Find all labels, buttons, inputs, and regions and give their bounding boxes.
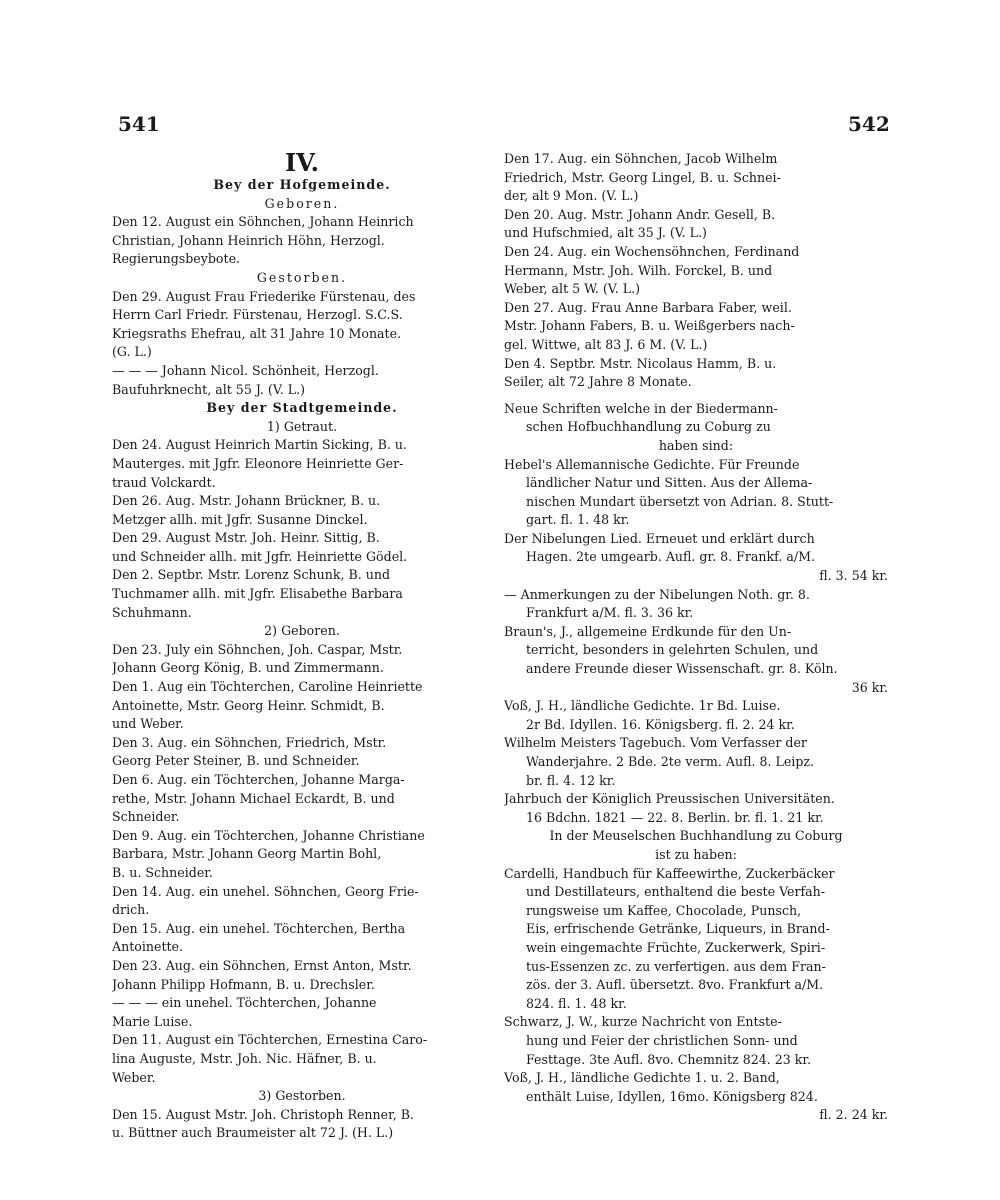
right-page-text-line: Friedrich, Mstr. Georg Lingel, B. u. Schnei- (504, 169, 781, 185)
right-page-text-line: Voß, J. H., ländliche Gedichte. 1r Bd. Luise. (504, 698, 781, 714)
left-page-text-line: Kriegsraths Ehefrau, alt 31 Jahre 10 Monate. (112, 325, 402, 341)
left-page-text-line: Den 23. July ein Söhnchen, Joh. Caspar, Mstr. (112, 641, 403, 657)
left-page-text-line: und Weber. (112, 716, 184, 732)
left-page-text-line: — — — ein unehel. Töchterchen, Johanne (112, 995, 377, 1011)
left-page-text-line: Weber. (112, 1069, 156, 1085)
page-number-right: 542 (848, 112, 890, 136)
left-page-text-line: Den 15. August Mstr. Joh. Christoph Renner, B. (112, 1106, 414, 1122)
right-page-text-line: Der Nibelungen Lied. Erneuet und erklärt durch (504, 530, 815, 546)
left-page-text-line: Johann Philipp Hofmann, B. u. Drechsler. (112, 976, 375, 992)
left-page-column (112, 150, 492, 1143)
right-page-text-line: Den 4. Septbr. Mstr. Nicolaus Hamm, B. u. (504, 355, 777, 371)
right-page-text-line: Weber, alt 5 W. (V. L.) (504, 281, 640, 297)
left-page-text-line: Antoinette, Mstr. Georg Heinr. Schmidt, B. (112, 697, 385, 713)
right-page-text-line: Jahrbuch der Königlich Preussischen Universitäten. (504, 791, 835, 807)
left-page-text-line: Baufuhrknecht, alt 55 J. (V. L.) (112, 381, 306, 397)
left-page-text-line: Christian, Johann Heinrich Höhn, Herzogl. (112, 232, 385, 248)
left-page-text-line: Barbara, Mstr. Johann Georg Martin Bohl, (112, 846, 382, 862)
right-page-text-line: nischen Mundart übersetzt von Adrian. 8. Stutt- (526, 493, 834, 509)
right-page-text-line: wein eingemachte Früchte, Zuckerwerk, Spiri- (526, 939, 826, 955)
right-page-text-line: zös. der 3. Aufl. übersetzt. 8vo. Frankfurt a/M. (526, 977, 824, 993)
right-page-text-line: tus-Essenzen zc. zu verfertigen. aus dem Fran- (526, 958, 826, 974)
right-page-text-line: In der Meuselschen Buchhandlung zu Coburg (549, 828, 843, 844)
right-page-text-line: Eis, erfrischende Getränke, Liqueurs, in Brand- (526, 921, 830, 937)
left-page-text-line: u. Büttner auch Braumeister alt 72 J. (H. L.) (112, 1125, 394, 1141)
left-page-text-line: Den 29. August Frau Friederike Fürstenau, des (112, 288, 416, 304)
left-page-text-line: Tuchmamer allh. mit Jgfr. Elisabethe Barbara (112, 586, 403, 602)
right-page-text-line: Wanderjahre. 2 Bde. 2te verm. Aufl. 8. Leipz. (526, 754, 815, 769)
left-page-text-line: Schneider. (112, 809, 180, 825)
left-page-text-line: Den 14. Aug. ein unehel. Söhnchen, Georg Frie- (112, 883, 419, 899)
right-page-text-line: haben sind: (658, 437, 734, 453)
right-page-text-line: Neue Schriften welche in der Biedermann- (504, 400, 778, 416)
left-page-text-line: traud Volckardt. (112, 474, 216, 490)
right-page-text-line: schen Hofbuchhandlung zu Coburg zu (526, 419, 771, 435)
left-page-text-line: Den 6. Aug. ein Töchterchen, Johanne Marga- (112, 772, 405, 787)
left-page-text-line: Den 12. August ein Söhnchen, Johann Heinrich (112, 214, 414, 230)
left-page-text-line: IV. (284, 150, 319, 176)
left-page-text-line: Den 15. Aug. ein unehel. Töchterchen, Bertha (112, 920, 406, 936)
left-page-text-line: Den 3. Aug. ein Söhnchen, Friedrich, Mstr. (112, 734, 387, 750)
left-page-text-line: rethe, Mstr. Johann Michael Eckardt, B. und (112, 790, 395, 806)
left-page-text-line: Marie Luise. (112, 1013, 193, 1029)
left-page-text-line: Antoinette. (112, 939, 184, 955)
left-page-text-line: lina Auguste, Mstr. Joh. Nic. Häfner, B. u. (112, 1050, 377, 1066)
left-page-text-line: Regierungsbeybote. (112, 251, 241, 267)
right-page-text-line: Den 27. Aug. Frau Anne Barbara Faber, weil. (504, 299, 792, 315)
left-page-text-line: Den 9. Aug. ein Töchterchen, Johanne Christiane (112, 827, 425, 843)
left-page-text-line: Bey der Stadtgemeinde. (206, 400, 398, 416)
left-page-text-line: Den 11. August ein Töchterchen, Ernestina Caro- (112, 1032, 428, 1048)
right-page-text-line: Schwarz, J. W., kurze Nachricht von Entste- (504, 1014, 782, 1030)
left-page-text-line: Schuhmann. (112, 604, 192, 620)
right-page-text-line: Cardelli, Handbuch für Kaffeewirthe, Zuckerbäcker (504, 865, 835, 881)
right-page-text-line: und Hufschmied, alt 35 J. (V. L.) (504, 225, 707, 241)
left-page-text-line: Den 26. Aug. Mstr. Johann Brückner, B. u. (112, 493, 381, 509)
right-page-text-line: Mstr. Johann Fabers, B. u. Weißgerbers nach- (504, 318, 795, 334)
right-page-text-line: Hermann, Mstr. Joh. Wilh. Forckel, B. und (504, 262, 773, 278)
right-page-text-line: Den 17. Aug. ein Söhnchen, Jacob Wilhelm (504, 151, 778, 166)
right-page-text-line: ist zu haben: (655, 846, 737, 862)
right-page-text-line: Hagen. 2te umgearb. Aufl. gr. 8. Frankf. a/M. (526, 549, 816, 565)
right-page-text-line: Hebel's Allemannische Gedichte. Für Freunde (504, 456, 800, 472)
right-page-column (504, 150, 888, 1125)
left-page-text-line: 1) Getraut. (266, 418, 338, 434)
left-page-text-line: (G. L.) (112, 344, 152, 360)
right-page-text-line: 824. fl. 1. 48 kr. (526, 995, 627, 1011)
right-page-text-line: gart. fl. 1. 48 kr. (526, 512, 630, 528)
right-page-text-line: gel. Wittwe, alt 83 J. 6 M. (V. L.) (504, 336, 708, 352)
right-page-text-line: 2r Bd. Idyllen. 16. Königsberg. fl. 2. 24 kr. (526, 716, 795, 732)
right-page-text-line: Wilhelm Meisters Tagebuch. Vom Verfasser der (504, 735, 807, 751)
left-page-text-line: 3) Gestorben. (258, 1088, 346, 1104)
right-page-text-line: der, alt 9 Mon. (V. L.) (504, 188, 639, 204)
left-page-text-line: Gestorben. (256, 269, 348, 285)
right-page-text-line: terricht, besonders in gelehrten Schulen, und (526, 642, 819, 658)
left-page-text-line: — — — Johann Nicol. Schönheit, Herzogl. (112, 362, 379, 378)
right-page-text-line: 16 Bdchn. 1821 — 22. 8. Berlin. br. fl. 1. 21 kr. (526, 809, 824, 825)
right-page-text-line: rungsweise um Kaffee, Chocolade, Punsch, (526, 902, 802, 918)
left-page-text-line: 2) Geboren. (264, 623, 340, 639)
right-page-text-line: Frankfurt a/M. fl. 3. 36 kr. (526, 605, 694, 621)
right-page-text-line: — Anmerkungen zu der Nibelungen Noth. gr. 8. (504, 586, 810, 602)
right-page-text-line: Den 24. Aug. ein Wochensöhnchen, Ferdinand (504, 243, 800, 259)
right-page-text-line (504, 392, 888, 400)
right-page-text-line: Seiler, alt 72 Jahre 8 Monate. (504, 374, 692, 390)
left-page-text-line: Bey der Hofgemeinde. (213, 177, 391, 192)
left-page-text-line: Georg Peter Steiner, B. und Schneider. (112, 753, 360, 769)
right-page-text-line: 36 kr. (851, 679, 888, 695)
right-page-text-line: Festtage. 3te Aufl. 8vo. Chemnitz 824. 23 kr. (526, 1051, 812, 1067)
page-number-left: 541 (118, 112, 160, 136)
left-page-text-line: Herrn Carl Friedr. Fürstenau, Herzogl. S.C.S. (112, 307, 403, 323)
right-page-text-line: hung und Feier der christlichen Sonn- und (526, 1032, 798, 1048)
right-page-text-line: fl. 3. 54 kr. (819, 568, 888, 584)
left-page-text-line: drich. (112, 902, 150, 918)
left-page-text-line: Den 23. Aug. ein Söhnchen, Ernst Anton, Mstr. (112, 957, 412, 973)
left-page-text-line: Den 2. Septbr. Mstr. Lorenz Schunk, B. und (112, 567, 391, 583)
left-page-text-line: und Schneider allh. mit Jgfr. Heinriette Gödel. (112, 548, 408, 564)
right-page-text-line: und Destillateurs, enthaltend die beste Verfah- (526, 884, 826, 900)
left-page-text-line: B. u. Schneider. (112, 864, 213, 880)
right-page-text-line: Den 20. Aug. Mstr. Johann Andr. Gesell, B. (504, 206, 776, 222)
left-page-text-line: Metzger allh. mit Jgfr. Susanne Dinckel. (112, 511, 368, 527)
right-page-text-line: br. fl. 4. 12 kr. (526, 772, 616, 788)
right-page-text-line: Voß, J. H., ländliche Gedichte 1. u. 2. Band, (504, 1070, 780, 1086)
left-page-text-line: Den 1. Aug ein Töchterchen, Caroline Heinriette (112, 679, 423, 695)
left-page-text-line: Johann Georg König, B. und Zimmermann. (112, 660, 384, 676)
left-page-text-line: Den 29. August Mstr. Joh. Heinr. Sittig, B. (112, 530, 380, 546)
right-page-text-line: ländlicher Natur und Sitten. Aus der Allema- (526, 475, 813, 491)
right-page-text-line: Braun's, J., allgemeine Erdkunde für den Un- (504, 623, 792, 639)
right-page-text-line: fl. 2. 24 kr. (819, 1107, 888, 1123)
right-page-text-line: enthält Luise, Idyllen, 16mo. Königsberg 824. (526, 1088, 818, 1104)
right-page-text-line: andere Freunde dieser Wissenschaft. gr. 8. Köln. (526, 661, 838, 677)
left-page-text-line: Geboren. (264, 195, 340, 211)
left-page-text-line: Mauterges. mit Jgfr. Eleonore Heinriette Ger- (112, 455, 404, 471)
left-page-text-line: Den 24. August Heinrich Martin Sicking, B. u. (112, 437, 407, 453)
